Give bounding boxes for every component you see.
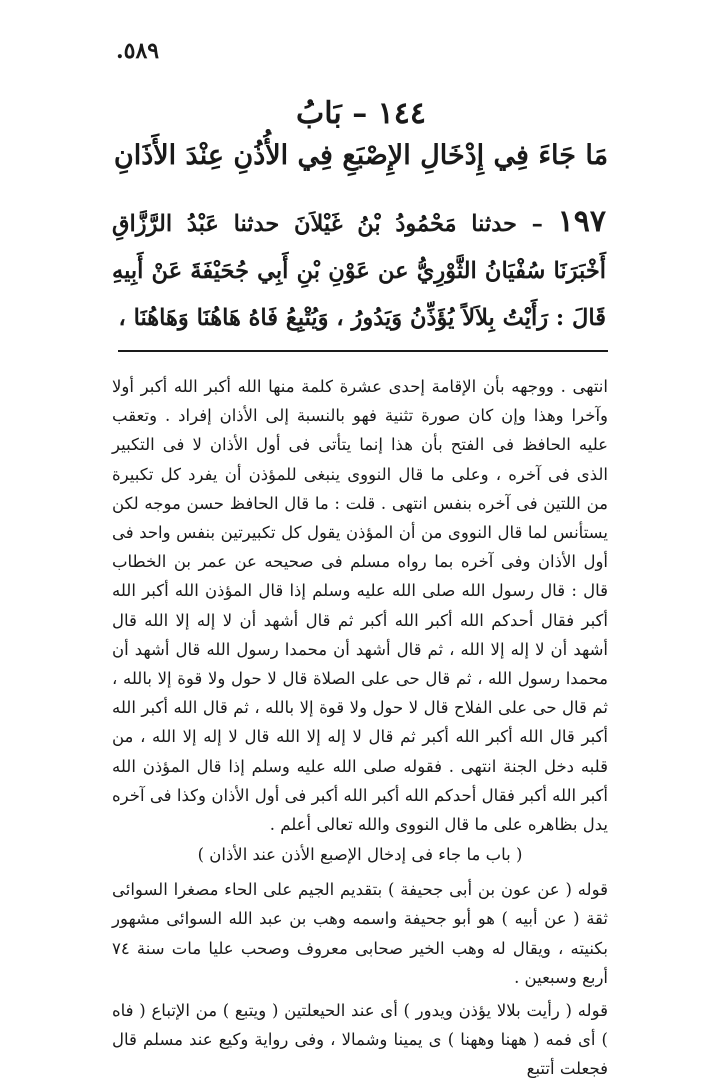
commentary-subheading: ( باب ما جاء فى إدخال الإصبع الأذن عند الأذان ) bbox=[197, 845, 523, 865]
divider-line bbox=[118, 350, 608, 352]
commentary-paragraph: انتهى . ووجهه بأن الإقامة إحدى عشرة كلمة منها الله أكبر الله أكبر أولا وآخرا وهذا وإن كان صورة تثنية فهو بالنسبة إلى الأذان إفراد . وتعقب عليه الحافظ فى الفتح بأن هذا إنما يتأتى فى أول الأذان لا فى التكبير الذى فى آخره ، وعلى ما قال النووى ينبغى للمؤذن أن يفرد كل تكبيرة من اللتين فى آخره بنفس انتهى . قلت : ما قال الحافظ حسن موجه لكن يستأنس لما قال النووى من أن المؤذن يقول كل تكبيرتين بنفس واحد فى أول الأذان وفى آخره بما رواه مسلم فى صحيحه عن عمر بن الخطاب قال : قال رسول الله صلى الله عليه وسلم إذا قال المؤذن الله أكبر الله أكبر فقال أحدكم الله أكبر الله أكبر ثم قال أشهد أن لا إله إلا الله قال أشهد أن لا إله إلا الله ، ثم قال أشهد أن محمدا رسول الله قال أشهد أن محمدا رسول الله ، ثم قال حى على الصلاة قال لا حول ولا قوة إلا بالله ، ثم قال حى على الفلاح قال لا حول ولا قوة إلا بالله ، ثم قال الله أكبر الله أكبر قال الله أكبر الله أكبر ثم قال لا إله إلا الله قال لا إله إلا الله ، من قلبه دخل الجنة انتهى . فقوله صلى الله عليه وسلم إذا قال المؤذن الله أكبر الله أكبر فقال أحدكم الله أكبر الله أكبر فى أول الأذان وكذا فى آخره يدل بظاهره على ما قال النووى والله تعالى أعلم . bbox=[112, 377, 608, 835]
page-number: ٥٨٩. bbox=[116, 38, 160, 64]
chapter-number: ١٤٤ – بَابُ bbox=[296, 96, 426, 131]
commentary-paragraph: قوله ( عن عون بن أبى جحيفة ) بتقديم الجيم على الحاء مصغرا السوائى ثقة ( عن أبيه ) هو أبو جحيفة واسمه وهب بن عبد الله السوائى مشهور بكنيته ، ويقال له وهب الخير صحابى معروف وصحب عليا مات سنة ٧٤ أربع وسبعين . bbox=[112, 880, 608, 987]
chapter-title: مَا جَاءَ فِي إِدْخَالِ الإِصْبَعِ فِي الأُذُنِ عِنْدَ الأَذَانِ bbox=[113, 140, 609, 171]
hadith-text-block bbox=[112, 198, 606, 342]
commentary-block bbox=[112, 372, 608, 1084]
commentary-paragraph: قوله ( رأيت بلالا يؤذن ويدور ) أى عند الحيعلتين ( ويتبع ) من الإتباع ( فاه ) أى فمه ( ههنا وههنا ) ى يمينا وشمالا ، وفى رواية وكيع عند مسلم قال فجعلت أتتبع bbox=[112, 1001, 608, 1079]
hadith-text: – حدثنا مَحْمُودُ بْنُ غَيْلاَنَ حدثنا عَبْدُ الرَّزَّاقِ أَخْبَرَنَا سُفْيَانُ الثَّوْرِيُّ عن عَوْنِ بْنِ أَبِي جُحَيْفَةَ عَنْ أَبِيهِ قَالَ : رَأَيْتُ بِلاَلاً يُؤَذِّنُ وَيَدُورُ ، وَيُتْبِعُ فَاهُ هَاهُنَا وَهَاهُنَا ، bbox=[112, 211, 606, 331]
hadith-number: ١٩٧ bbox=[557, 204, 606, 239]
